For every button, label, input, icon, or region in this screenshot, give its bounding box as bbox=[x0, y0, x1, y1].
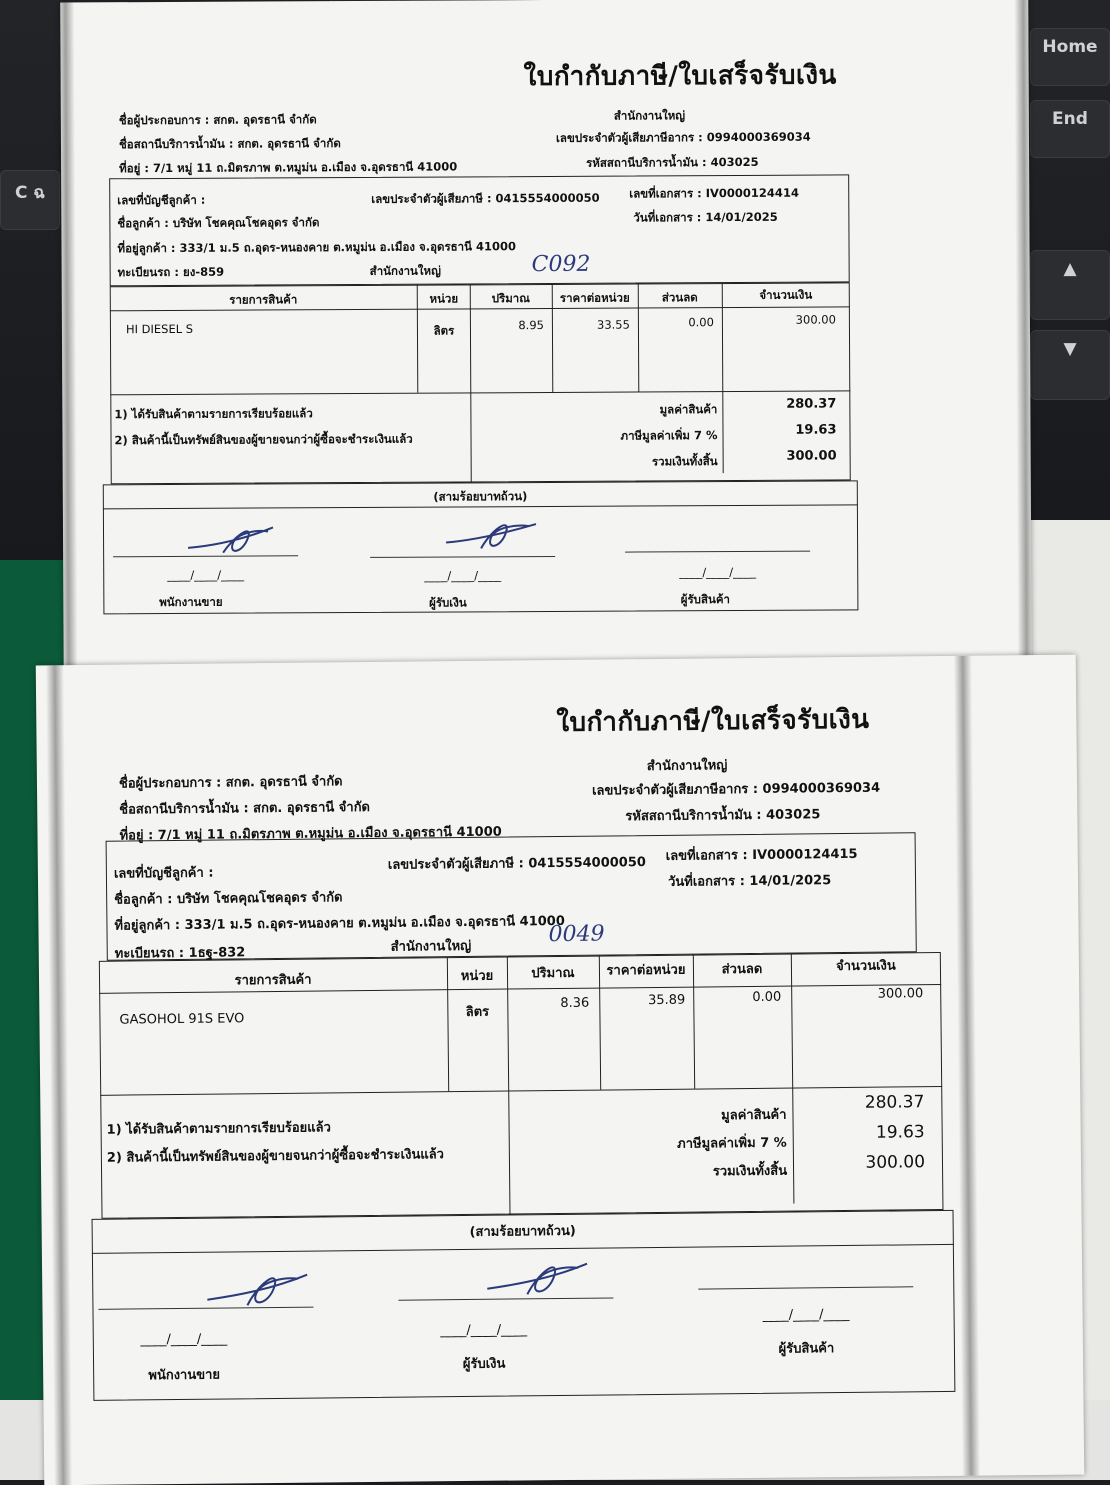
branch-label: สำนักงานใหญ่ bbox=[646, 758, 728, 775]
receipt-note: 2) สินค้านี้เป็นทรัพย์สินของผู้ขายจนกว่าผู้ซื้อจะชำระเงินแล้ว bbox=[106, 1147, 445, 1166]
receipt-note: 2) สินค้านี้เป็นทรัพย์สินของผู้ขายจนกว่าผู้ซื้อจะชำระเงินแล้ว bbox=[114, 431, 413, 448]
item-name: GASOHOL 91S EVO bbox=[119, 1011, 245, 1028]
signature bbox=[183, 517, 283, 558]
vat-value: 19.63 bbox=[875, 1122, 925, 1143]
vat-label: ภาษีมูลค่าเพิ่ม 7 % bbox=[677, 1135, 787, 1152]
receipt-sheet bbox=[60, 0, 1032, 678]
column-header: หน่วย bbox=[429, 291, 459, 306]
item-quantity: 8.36 bbox=[560, 995, 590, 1011]
scan-smudge bbox=[954, 656, 981, 1476]
tax-id: เลขประจำตัวผู้เสียภาษีอากร : 0994000369034 bbox=[555, 129, 811, 145]
keyboard-key-end: End bbox=[1030, 100, 1110, 158]
customer-name: ชื่อลูกค้า : บริษัท โชคคุณโชคอุดร จำกัด bbox=[117, 215, 320, 231]
signature-label: ผู้รับสินค้า bbox=[680, 592, 731, 607]
item-unit-price: 33.55 bbox=[596, 317, 630, 332]
column-header: จำนวนเงิน bbox=[836, 958, 896, 975]
column-header: ส่วนลด bbox=[721, 961, 763, 978]
station-name: ชื่อสถานีบริการน้ำมัน : สกต. อุดรธานี จำกัด bbox=[119, 799, 371, 818]
document-number: เลขที่เอกสาร : IV0000124415 bbox=[665, 846, 858, 864]
total-value: 300.00 bbox=[786, 448, 837, 464]
subtotal-value: 280.37 bbox=[864, 1092, 925, 1113]
scan-smudge bbox=[60, 2, 78, 677]
document-date: วันที่เอกสาร : 14/01/2025 bbox=[633, 209, 778, 225]
station-name: ชื่อสถานีบริการน้ำมัน : สกต. อุดรธานี จำกัด bbox=[118, 136, 341, 152]
scan-smudge bbox=[46, 665, 73, 1485]
column-header: ส่วนลด bbox=[661, 290, 698, 305]
customer-account: เลขที่บัญชีลูกค้า : bbox=[113, 865, 214, 882]
customer-address: ที่อยู่ลูกค้า : 333/1 ม.5 ถ.อุดร-หนองคาย ต.หมูม่น อ.เมือง จ.อุดรธานี 41000 bbox=[117, 239, 516, 256]
signature-label: พนักงานขาย bbox=[159, 594, 223, 610]
item-discount: 0.00 bbox=[688, 315, 714, 330]
signature bbox=[482, 1250, 593, 1301]
date-blank: ____/____/____ bbox=[762, 1306, 850, 1323]
document-date: วันที่เอกสาร : 14/01/2025 bbox=[667, 873, 832, 890]
document-title: ใบกำกับภาษี/ใบเสร็จรับเงิน bbox=[556, 704, 870, 739]
customer-branch: สำนักงานใหญ่ bbox=[369, 263, 441, 278]
date-blank: ____/____/____ bbox=[440, 1322, 528, 1339]
column-header: รายการสินค้า bbox=[229, 292, 298, 307]
customer-branch: สำนักงานใหญ่ bbox=[390, 938, 472, 955]
operator-address: ที่อยู่ : 7/1 หมู่ 11 ถ.มิตรภาพ ต.หมูม่น อ.เมือง จ.อุดรธานี 41000 bbox=[119, 824, 502, 844]
subtotal-label: มูลค่าสินค้า bbox=[659, 402, 718, 417]
total-label: รวมเงินทั้งสิ้น bbox=[651, 454, 718, 469]
customer-account: เลขที่บัญชีลูกค้า : bbox=[117, 192, 206, 208]
signature bbox=[202, 1261, 313, 1312]
column-header: ปริมาณ bbox=[491, 291, 530, 306]
date-blank: ____/____/____ bbox=[679, 564, 757, 580]
item-unit: ลิตร bbox=[433, 323, 455, 338]
column-header: หน่วย bbox=[460, 968, 494, 985]
keyboard-key: C ฉ bbox=[0, 170, 60, 230]
arrow-up-key: ▲ bbox=[1030, 250, 1110, 320]
receipt-note: 1) ได้รับสินค้าตามรายการเรียบร้อยแล้ว bbox=[114, 406, 313, 422]
receipt-note: 1) ได้รับสินค้าตามรายการเรียบร้อยแล้ว bbox=[106, 1120, 331, 1138]
date-blank: ____/____/____ bbox=[424, 568, 502, 583]
document-title: ใบกำกับภาษี/ใบเสร็จรับเงิน bbox=[523, 60, 837, 93]
handwritten-note: C092 bbox=[531, 251, 591, 278]
branch-label: สำนักงานใหญ่ bbox=[613, 108, 686, 123]
total-label: รวมเงินทั้งสิ้น bbox=[712, 1163, 788, 1180]
amount-in-words: (สามร้อยบาทถ้วน) bbox=[433, 489, 528, 504]
vehicle-plate: ทะเบียนรถ : 1ธฐ-832 bbox=[114, 945, 246, 962]
item-name: HI DIESEL S bbox=[125, 321, 194, 337]
item-unit-price: 35.89 bbox=[647, 992, 686, 1009]
signature-label: ผู้รับเงิน bbox=[429, 595, 467, 610]
subtotal-value: 280.37 bbox=[786, 396, 837, 412]
operator-name: ชื่อผู้ประกอบการ : สกต. อุดรธานี จำกัด bbox=[118, 112, 317, 128]
station-code: รหัสสถานีบริการน้ำมัน : 403025 bbox=[625, 807, 821, 825]
arrow-down-key: ▼ bbox=[1030, 330, 1110, 400]
signature bbox=[441, 510, 541, 555]
column-header: จำนวนเงิน bbox=[759, 287, 813, 302]
vat-label: ภาษีมูลค่าเพิ่ม 7 % bbox=[620, 428, 718, 443]
vat-value: 19.63 bbox=[795, 422, 837, 438]
item-unit: ลิตร bbox=[465, 1004, 490, 1020]
customer-tax-id: เลขประจำตัวผู้เสียภาษี : 0415554000050 bbox=[387, 855, 646, 873]
customer-address: ที่อยู่ลูกค้า : 333/1 ม.5 ถ.อุดร-หนองคาย ต.หมูม่น อ.เมือง จ.อุดรธานี 41000 bbox=[114, 913, 565, 934]
customer-tax-id: เลขประจำตัวผู้เสียภาษี : 0415554000050 bbox=[371, 190, 600, 206]
station-code: รหัสสถานีบริการน้ำมัน : 403025 bbox=[586, 154, 759, 170]
handwritten-note: 0049 bbox=[548, 921, 605, 948]
signature-label: ผู้รับเงิน bbox=[462, 1356, 506, 1373]
document-number: เลขที่เอกสาร : IV0000124414 bbox=[629, 185, 799, 201]
item-amount: 300.00 bbox=[795, 312, 836, 327]
operator-address: ที่อยู่ : 7/1 หมู่ 11 ถ.มิตรภาพ ต.หมูม่น อ.เมือง จ.อุดรธานี 41000 bbox=[119, 159, 458, 176]
keyboard-key-home: Home bbox=[1030, 28, 1110, 86]
column-header: ปริมาณ bbox=[531, 965, 575, 982]
signature-label: ผู้รับสินค้า bbox=[778, 1341, 835, 1357]
column-header: ราคาต่อหน่วย bbox=[606, 962, 686, 979]
column-header: ราคาต่อหน่วย bbox=[559, 290, 630, 305]
receipt-sheet bbox=[36, 655, 1085, 1485]
date-blank: ____/____/____ bbox=[140, 1331, 228, 1348]
date-blank: ____/____/____ bbox=[167, 567, 245, 582]
signature-label: พนักงานขาย bbox=[148, 1367, 221, 1384]
vehicle-plate: ทะเบียนรถ : ยง-859 bbox=[117, 264, 225, 280]
item-amount: 300.00 bbox=[877, 986, 924, 1002]
item-quantity: 8.95 bbox=[518, 318, 544, 333]
amount-in-words: (สามร้อยบาทถ้วน) bbox=[469, 1223, 576, 1240]
column-header: รายการสินค้า bbox=[234, 972, 312, 989]
customer-name: ชื่อลูกค้า : บริษัท โชคคุณโชคอุดร จำกัด bbox=[114, 890, 343, 908]
tax-id: เลขประจำตัวผู้เสียภาษีอากร : 0994000369034 bbox=[592, 780, 881, 799]
total-value: 300.00 bbox=[865, 1152, 926, 1173]
operator-name: ชื่อผู้ประกอบการ : สกต. อุดรธานี จำกัด bbox=[118, 774, 343, 792]
item-discount: 0.00 bbox=[752, 989, 782, 1005]
subtotal-label: มูลค่าสินค้า bbox=[721, 1107, 787, 1124]
